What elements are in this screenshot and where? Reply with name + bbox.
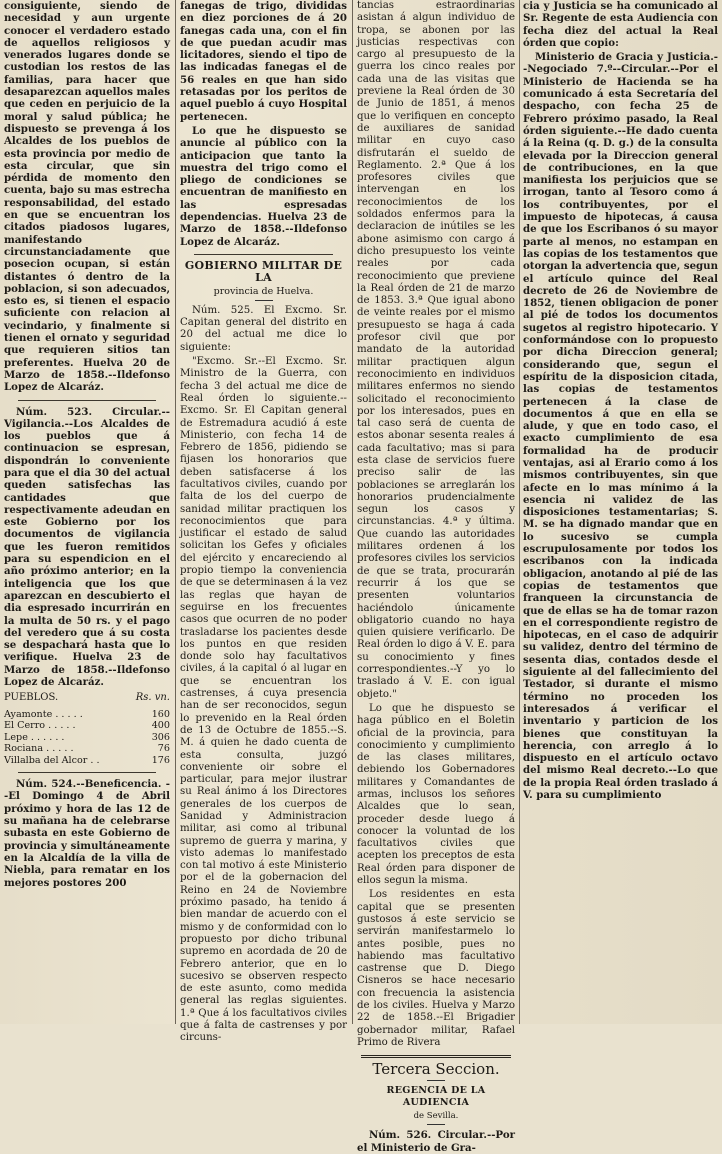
order-525-publication: Lo que he dispuesto se haga público en el Boletin oficial de la provincia, para conocimiento y cumplimiento de las clases militares, debiendo los Gobernadores militares y Comandantes de armas, inclusos los señores Alcaldes que lo sean, proceder desde luego á conocer la voluntad de los facultativos civiles que acepten los preceptos de esta Real órden para disponer de ellos segun la misma. — [357, 702, 515, 887]
table-row: El Cerro . . . . . 400 — [4, 720, 170, 732]
column-1 — [4, 0, 170, 1024]
column-rule — [175, 0, 176, 1024]
table-header-amount: Rs. vn. — [135, 692, 170, 704]
circular-cemeteries-text: consiguiente, siendo de necesidad y aun urgente conocer el verdadero estado de aquellos religiosos y venerados lugares donde se custodian los restos de las familias, para hacer que desaparezcan aquellos males que ceden en perjuicio de la moral y salud pública; he dispuesto se prevenga á los Alcaldes de los pueblos de esta provincia por medio de esta circular, que sin pérdida de momento den cuenta, bajo su mas estrecha responsabilidad, del estado en que se encuentran los citados piadosos lugares, manifestando circunstanciadamente que posecion ocupan, si están distantes ó dentro de la poblacion, si son adecuados, esto es, si tienen el espacio suficiente con relacion al vecindario, y finalmente si tienen el ornato y seguridad que requieren sitios tan preferentes. Huelva 20 de Marzo de 1858.--Ildefonso Lopez de Alcaráz. — [4, 0, 170, 394]
auction-continued-text: fanegas de trigo, divididas en diez porciones de á 20 fanegas cada una, con el fin de que puedan acudir mas licitadores, siendo el tipo de las indicadas fanegas el de 56 reales en que han sido retasadas por los peritos de aquel pueblo á cuyo Hospital pertenecen. — [180, 0, 347, 123]
divider — [18, 400, 156, 401]
column-4 — [523, 0, 718, 1024]
section-heading-regencia: REGENCIA DE LA AUDIENCIA — [386, 1084, 486, 1108]
column-rule — [519, 0, 520, 1024]
order-525-continued: tancias estraordinarias asistan á algun individuo de tropa, se abonen por las justicias respectivas con cargo al presupuesto de la guerra los cinco reales por cada una de las visitas que previene la Real órden de 30 de Junio de 1851, á menos que lo verifiquen en concepto de auxiliares de sanidad militar en cuyo caso disfrutarán el sueldo de Reglamento. 2.ª Que á los profesores civiles que intervengan en los reconocimientos de los soldados enfermos para la declaracion de inútiles se les abone asimismo con cargo á dicho presupuesto los veinte reales por cada reconocimiento que previene la Real órden de 21 de marzo de 1853. 3.ª Que igual abono de veinte reales por el mismo presupuesto se haga á cada profesor civil que por mandato de la autoridad militar practiquen algun reconocimiento en individuos militares enfermos no siendo solicitado el reconocimiento por los interesados, pues en tal caso será de cuenta de estos abonar sesenta reales á cada facultativo; mas si para esta clase de servicios fuere preciso salir de las poblaciones se arreglarán los honorarios prudencialmente segun los casos y circunstancias. 4.ª y última. Que cuando las autoridades militares ordenen á los profesores civiles los servicios de que se trata, procurarán recurrir á los que se presenten voluntarios haciéndolo únicamente obligatorio cuando no haya quien quisiere verificarlo. De Real órden lo digo á V. E. para su conocimiento y fines correspondientes.--Y yo lo traslado á V. E. con igual objeto." — [357, 0, 515, 700]
circular-526-continued: cia y Justicia se ha comunicado al Sr. Regente de esta Audiencia con fecha diez del actual la Real órden que copio: — [523, 0, 718, 49]
divider — [18, 772, 156, 773]
section-subheading: de Sevilla. — [413, 1111, 459, 1122]
short-rule — [255, 300, 273, 301]
table-row: Ayamonte . . . . . 160 — [4, 708, 170, 720]
table-row: Lepe . . . . . . 306 — [4, 731, 170, 743]
ministry-order-text: Ministerio de Gracia y Justicia.--Negociado 7.º--Circular.--Por el Ministerio de Hacienda se ha comunicado á esta Secretaría del despacho, con fecha 25 de Febrero próximo pasado, la Real órden siguiente.--He dado cuenta á la Reina (q. D. g.) de la consulta elevada por la Direccion general de contribuciones, en la que manifiesta los perjuicios que se irrogan, tanto al Tesoro como á los contribuyentes, por el impuesto de hipotecas, á causa de que los Escribanos ó su mayor parte al menos, no estampan en las copias de los testamentos que otorgan la advertencia que, segun el artículo quince del Real decreto de 26 de Noviembre de 1852, tienen obligacion de poner al pié de todos los documentos sugetos al registro hipotecario. Y conformándose con lo propuesto por dicha Direccion general; considerando que, segun el espíritu de la disposicion citada, las copias de testamentos pertenecen á la clase de documentos á que en ella se alude, y que en todo caso, el exacto cumplimiento de esa formalidad ha de producir ventajas, asi al Erario como á los mismos contribuyentes, sin que afecte en lo mas mínimo á la esencia ni validez de las disposiciones testamentarias; S. M. se ha dignado mandar que en lo sucesivo se cumpla escrupulosamente por todos los escribanos con la indicada obligacion, anotando al pié de las copias de testamentos que franqueen la circunstancia de que de ellas se ha de tomar razon en el correspondiente registro de hipotecas, en el caso de adquirir su validez, dentro del término de sesenta dias, contados desde el siguiente al del fallecimiento del Testador, si durante el mismo término no proceden los interesados á verificar el inventario y particion de los bienes que constituyan la herencia, con arreglo á lo dispuesto en el artículo octavo del mismo Real decreto.--Lo que de la propia Real órden traslado á V. para su cumplimiento — [523, 51, 718, 801]
column-3 — [357, 0, 515, 1154]
section-subheading: provincia de Huelva. — [213, 285, 314, 297]
order-525-residents: Los residentes en esta capital que se presenten gustosos á este servicio se servirán manifestarmelo lo antes posible, pues no habiendo mas facultativo castrense que D. Diego Cisneros se hace necesario con frecuencia la asistencia de los civiles. Huelva y Marzo 22 de 1858.--El Brigadier gobernador militar, Rafael Primo de Rivera — [357, 889, 515, 1048]
column-rule — [352, 0, 353, 1024]
short-rule — [427, 1124, 445, 1125]
divider — [194, 254, 333, 255]
auction-notice-text: Lo que he dispuesto se anuncie al público con la anticipacion que tanto la muestra del trigo como el pliego de condiciones se encuentran de manifiesto en las espresadas dependencias. Huelva 23 de Marzo de 1858.--Ildefonso Lopez de Alcaráz. — [180, 124, 347, 248]
table-header-towns: PUEBLOS. — [4, 692, 59, 704]
section-divider — [361, 1055, 511, 1058]
circular-526-text: Núm. 526. Circular.--Por el Ministerio de Gra- — [357, 1129, 515, 1154]
table-row: Villalba del Alcor . . 176 — [4, 754, 170, 766]
circular-523-text: Núm. 523. Circular.--Vigilancia.--Los Alcaldes de los pueblos que á continuacion se espresan, dispondrán lo conveniente para que el dia 30 del actual queden satisfechas las cantidades que respectivamente adeudan en este Gobierno por los documentos de vigilancia que les fueron remitidos para su espendicion en el año próximo anterior; en la inteligencia que los que aparezcan en descubierto el dia espresado incurrirán en la multa de 50 rs. y el pago del veredero que á su costa se despachará hasta que lo verifique. Huelva 23 de Marzo de 1858.--Ildefonso Lopez de Alcaráz. — [4, 405, 170, 689]
table-header — [4, 692, 170, 704]
towns-table — [4, 709, 170, 767]
short-rule — [427, 1080, 445, 1081]
order-525-body: "Excmo. Sr.--El Excmo. Sr. Ministro de la Guerra, con fecha 3 del actual me dice de Real órden lo siguiente.--Excmo. Sr. El Capitan general de Estremadura acudió á este Ministerio, con fecha 14 de Febrero de 1856, pidiendo se fijasen los honorarios que deben satisfacerse á los facultativos civiles, cuando por falta de los del cuerpo de sanidad militar practiquen los reconocimientos que para justificar el estado de salud solicitan los Gefes y oficiales del ejército y encareciendo al propio tiempo la conveniencia de que se determinasen á la vez las reglas que hayan de seguirse en los frecuentes casos que ocurren de no poder trasladarse los pacientes desde los puntos en que residen donde solo hay facultativos civiles, á la capital ó al lugar en que se encuentran los castrenses, á cuya presencia han de ser reconocidos, segun lo prevenido en la Real órden de 13 de Octubre de 1855.--S. M. á quien he dado cuenta de esta consulta, juzgó conveniente oir sobre el particular, para mejor ilustrar su Real ánimo á los Directores generales de los cuerpos de Sanidad y Administracion militar, asi como al tribunal supremo de guerra y marina, y visto ademas lo manifestado con tal motivo á este Ministerio por el de la gobernacion del Reino en 24 de Noviembre próximo pasado, ha tenido á bien mandar de acuerdo con el mismo y de conformidad con lo propuesto por dicho tribunal supremo en acordada de 20 de Febrero anterior, que en lo sucesivo se observen respecto de este asunto, como medida general las reglas siguientes. 1.ª Que á los facultativos civiles que á falta de castrenses y por circuns- — [180, 356, 347, 1044]
column-2 — [180, 0, 347, 1044]
circular-524-text: Núm. 524.--Beneficencia. --El Domingo 4 de Abril próximo y hora de las 12 de su mañana ha de celebrarse subasta en este Gobierno de provincia y simultáneamente en la Alcaldía de la villa de Niebla, para rematar en los mejores postores 200 — [4, 778, 170, 889]
section-title-tercera: Tercera Seccion. — [372, 1060, 500, 1079]
table-row: Rociana . . . . . 76 — [4, 743, 170, 755]
order-525-intro: Núm. 525. El Excmo. Sr. Capitan general del distrito en 20 del actual me dice lo siguiente: — [180, 304, 347, 353]
section-heading-military-government: GOBIERNO MILITAR DE LA — [184, 258, 343, 285]
